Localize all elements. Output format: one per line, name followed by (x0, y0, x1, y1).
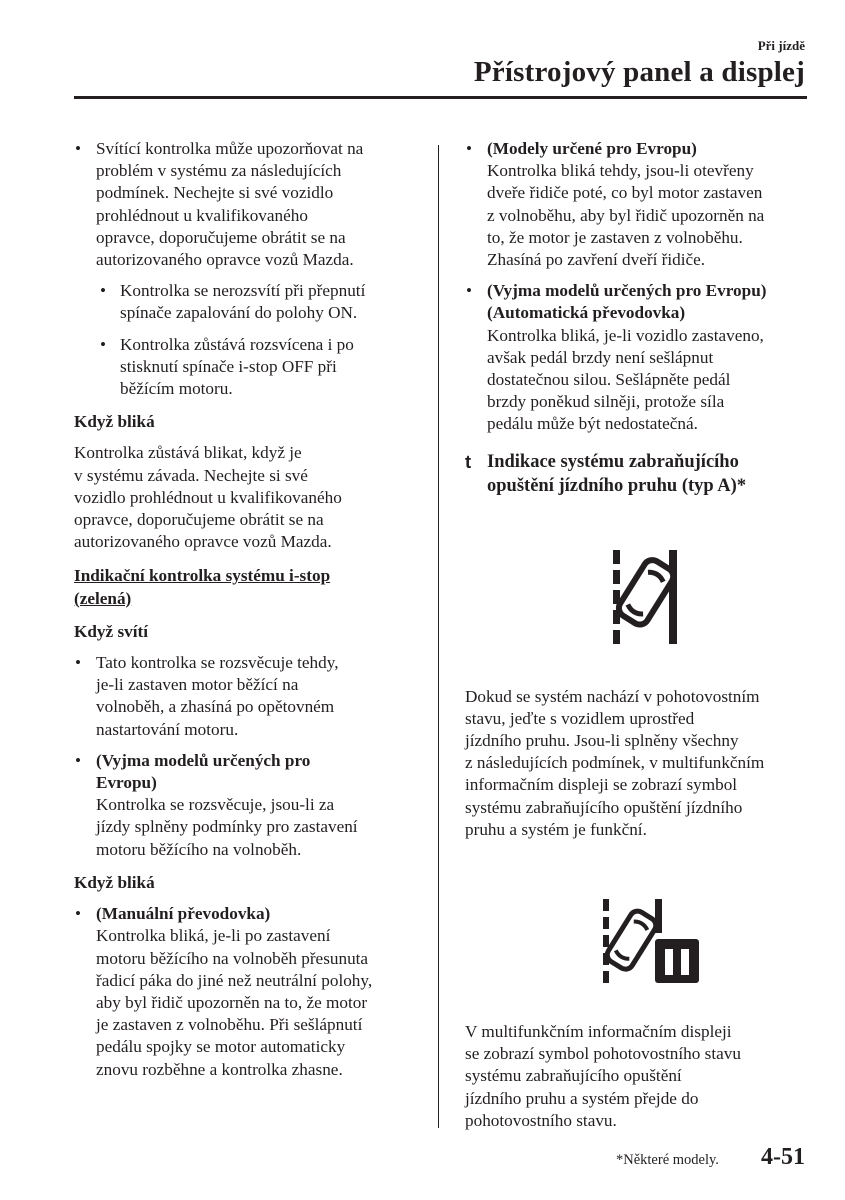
text-line: • Svítící kontrolka může upozorňovat na (96, 139, 364, 158)
text-line: motoru běžícího na volnoběh přesunuta (96, 948, 369, 968)
text-line: autorizovaného opravce vozů Mazda. (96, 250, 354, 270)
page-number: 4-51 (761, 1144, 805, 1170)
page-title: Přístrojový panel a displej (473, 56, 805, 88)
text-line: pruhu a systém je funkční. (465, 819, 647, 839)
section-marker: t (465, 450, 472, 472)
subheading: Když bliká (74, 412, 155, 432)
text-line: opravce, doporučujeme obrátit se na (96, 227, 346, 247)
text-line: volnoběh, a zhasíná po opětovném (96, 697, 335, 717)
text-line: to, že motor je zastaven z volnoběhu. (487, 227, 743, 247)
sub-list-item (74, 280, 424, 324)
text-line: běžícím motoru. (120, 379, 233, 399)
text-line: je-li zastaven motor běžící na (96, 675, 299, 695)
text-line: podmínek. Nechejte si své vozidlo (96, 183, 334, 203)
text-line: v systému závada. Nechejte si své (74, 465, 308, 485)
text-line: opravce, doporučujeme obrátit se na (74, 510, 324, 530)
text-line: pohotovostního stavu. (465, 1110, 617, 1130)
text-line: problém v systému za následujících (96, 161, 342, 181)
text-line: se zobrazí symbol pohotovostního stavu (465, 1044, 741, 1064)
text-line: Kontrolka bliká, je-li vozidlo zastaveno, (487, 325, 764, 345)
text-line: dveře řidiče poté, co byl motor zastaven (487, 183, 763, 203)
text-line: stavu, jeďte s vozidlem uprostřed (465, 708, 695, 728)
text-line: Kontrolka bliká tehdy, jsou-li otevřeny (487, 161, 754, 181)
text-line: jízdního pruhu. Jsou-li splněny všechny (465, 731, 739, 751)
text-line: (Automatická převodovka) (487, 303, 686, 323)
text-line: systému zabraňujícího opuštění (465, 1066, 682, 1086)
section-label: Při jízdě (757, 38, 805, 53)
text-line: jízdy splněny podmínky pro zastavení (96, 817, 358, 837)
text-line: aby byl řidič upozorněn na to, že motor (96, 992, 368, 1012)
paragraph (465, 686, 810, 841)
section-heading (465, 450, 810, 498)
text-line: autorizovaného opravce vozů Mazda. (74, 532, 332, 552)
text-line: brzdy poněkud silněji, protože síla (487, 392, 725, 412)
text-line: • (Vyjma modelů určených pro (96, 750, 311, 770)
text-line: nastartování motoru. (96, 719, 239, 739)
list-item (465, 138, 810, 271)
sub-list-item (74, 334, 424, 401)
text-line: dostatečnou silou. Sešlápněte pedál (487, 370, 731, 390)
text-line: je zastaven z volnoběhu. Při sešlápnutí (96, 1015, 363, 1035)
subheading: Když bliká (74, 872, 155, 892)
text-line: Indikační kontrolka systému i-stop (74, 566, 331, 586)
text-line: Dokud se systém nachází v pohotovostním (465, 686, 760, 706)
text-line: Zhasíná po zavření dveří řidiče. (487, 250, 706, 270)
text-line: Indikace systému zabraňujícího (487, 451, 739, 472)
underlined-heading (74, 565, 424, 609)
text-line: pedálu může být nedostatečná. (487, 414, 698, 434)
text-line: • (Vyjma modelů určených pro Evropu) (487, 281, 767, 301)
text-line: V multifunkčním informačním displeji (465, 1022, 732, 1042)
paragraph (74, 442, 424, 553)
text-line: pedálu spojky se motor automaticky (96, 1037, 346, 1057)
text-line: stisknutí spínače i-stop OFF při (120, 356, 337, 376)
paragraph (465, 1021, 810, 1132)
subheading: Když svítí (74, 621, 149, 641)
text-line: Kontrolka bliká, je-li po zastavení (96, 926, 331, 946)
text-line: opuštění jízdního pruhu (typ A)* (487, 475, 747, 496)
list-item (74, 903, 424, 1081)
header-rule (74, 96, 807, 99)
text-line: Kontrolka zůstává blikat, když je (74, 443, 302, 463)
list-item (74, 652, 424, 741)
text-line: spínače zapalování do polohy ON. (120, 303, 358, 323)
left-column (74, 138, 424, 1090)
text-line: • Kontrolka se nerozsvítí při přepnutí (120, 281, 366, 301)
text-line: z volnoběhu, aby byl řidič upozorněn na (487, 205, 765, 225)
list-item (74, 138, 424, 271)
text-line: motoru běžícího na volnoběh. (96, 839, 302, 859)
text-line: znovu rozběhne a kontrolka zhasne. (96, 1059, 343, 1079)
lane-departure-standby-icon (465, 899, 810, 989)
text-line: z následujících podmínek, v multifunkčním (465, 753, 765, 773)
text-line: vozidlo prohlédnout u kvalifikovaného (74, 487, 342, 507)
text-line: jízdního pruhu a systém přejde do (465, 1088, 699, 1108)
text-line: • Kontrolka zůstává rozsvícena i po (120, 334, 354, 354)
text-line: • Tato kontrolka se rozsvěcuje tehdy, (96, 653, 339, 673)
text-line: Kontrolka se rozsvěcuje, jsou-li za (96, 795, 335, 815)
lane-departure-warning-icon (465, 550, 810, 644)
footnote: *Některé modely. (616, 1152, 719, 1168)
text-line: • (Manuální převodovka) (96, 904, 271, 924)
list-item (74, 750, 424, 861)
list-item (465, 280, 810, 435)
text-line: avšak pedál brzdy není sešlápnut (487, 347, 714, 367)
text-line: (zelená) (74, 588, 132, 608)
column-divider (438, 145, 439, 1128)
right-column (465, 138, 810, 1141)
text-line: • (Modely určené pro Evropu) (487, 139, 697, 158)
text-line: informačním displeji se zobrazí symbol (465, 775, 738, 795)
text-line: Evropu) (96, 773, 157, 793)
text-line: systému zabraňujícího opuštění jízdního (465, 797, 743, 817)
text-line: řadicí páka do jiné než neutrální polohy, (96, 970, 373, 990)
text-line: prohlédnout u kvalifikovaného (96, 205, 308, 225)
